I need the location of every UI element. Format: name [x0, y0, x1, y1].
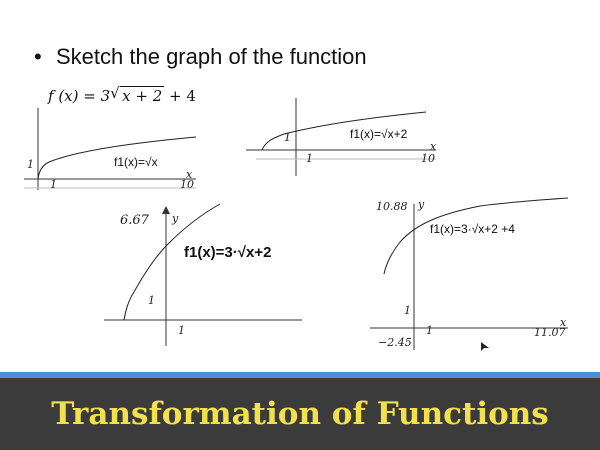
- plot-sqrt-x-plus-2: [246, 98, 442, 178]
- y-tick-1: 1: [284, 131, 291, 144]
- y-tick-1: 1: [148, 294, 155, 307]
- y-axis-label: y: [172, 212, 179, 225]
- plot-sqrt-x: [24, 108, 200, 190]
- x-tick-max: 10: [180, 178, 194, 191]
- y-max-label: 10.88: [376, 200, 408, 213]
- instruction: [34, 44, 367, 70]
- plot-3-sqrt-x-plus-2-plus-4: [370, 196, 574, 350]
- x-tick-1: 1: [426, 324, 433, 337]
- footer-title: Transformation of Functions: [51, 396, 549, 432]
- y-tick-1: 1: [404, 304, 411, 317]
- curve: [384, 198, 568, 274]
- curve-label: f1(x)=√x: [114, 155, 158, 169]
- y-max-label: 6.67: [120, 213, 149, 228]
- y-min-label: −2.45: [378, 336, 412, 349]
- curve-label: f1(x)=3·√x+2: [184, 244, 272, 261]
- formula-radicand: √ x + 2: [120, 86, 164, 105]
- pointer-cursor-icon: [481, 342, 491, 352]
- footer-banner: [0, 378, 600, 450]
- curve-label: f1(x)=√x+2: [350, 127, 408, 141]
- curve-label: f1(x)=3·√x+2 +4: [430, 222, 515, 236]
- function-formula: [48, 86, 196, 105]
- x-tick-1: 1: [178, 324, 185, 337]
- x-axis-label: x: [430, 140, 437, 153]
- x-tick-1: 1: [50, 178, 57, 191]
- bullet-symbol: •: [34, 44, 42, 69]
- x-tick-1: 1: [306, 152, 313, 165]
- x-max-label: 11.07: [534, 326, 566, 339]
- formula-tail: + 4: [164, 87, 196, 105]
- x-axis-label: x: [186, 168, 193, 181]
- instruction-text: Sketch the graph of the function: [56, 44, 367, 69]
- y-tick-1: 1: [27, 158, 34, 171]
- plot-3-sqrt-x-plus-2: [104, 200, 304, 346]
- x-tick-max: 10: [421, 152, 435, 165]
- y-axis-arrow: [162, 206, 170, 214]
- y-axis-label: y: [418, 198, 425, 211]
- formula-lhs: f (x) = 3: [48, 87, 111, 105]
- x-axis-label: x: [560, 316, 567, 329]
